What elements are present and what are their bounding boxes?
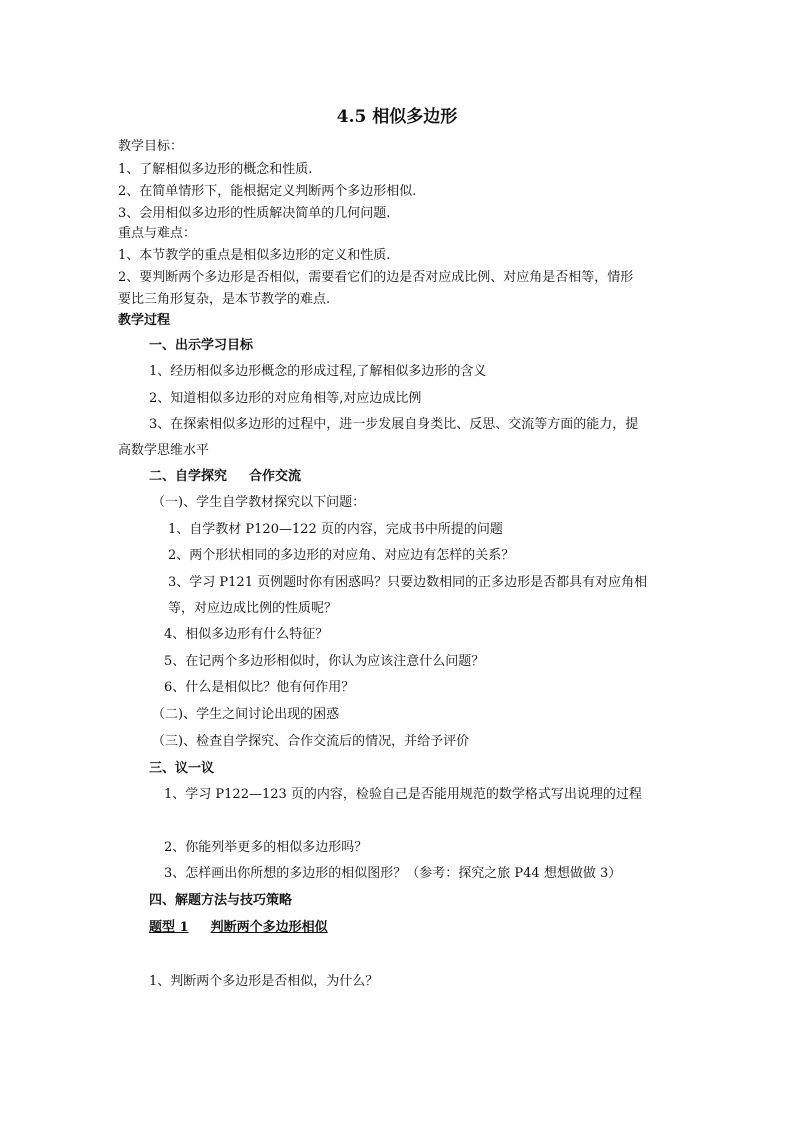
subsection-1-heading: （一)、学生自学教材探究以下问题： <box>152 495 366 510</box>
discuss-item-2: 2、你能列举更多的相似多边形吗？ <box>164 840 368 855</box>
objectives-heading: 教学目标： <box>118 139 184 154</box>
key-point-item-2-cont: 要比三角形复杂，是本节教学的难点. <box>118 292 331 307</box>
section-2-heading <box>149 469 301 485</box>
discuss-item-3: 3、怎样画出你所想的多边形的相似图形？（参考：探究之旅 P44 想想做做 3） <box>164 866 622 881</box>
page-title: 4.5 相似多边形 <box>336 107 458 127</box>
key-points-heading: 重点与难点： <box>118 226 197 241</box>
problem-type-title: 判断两个多边形相似 <box>210 920 328 935</box>
process-heading: 教学过程 <box>118 313 171 328</box>
section-2-heading-b: 合作交流 <box>249 469 302 484</box>
question-4: 4、相似多边形有什么特征？ <box>164 627 329 642</box>
subsection-3-heading: （三)、检查自学探究、合作交流后的情况，并给予评价 <box>152 734 470 749</box>
objective-item-3: 3、会用相似多边形的性质解决简单的几何问题. <box>118 206 391 221</box>
problem-type-label: 题型 1 <box>149 920 189 935</box>
section-4-heading: 四、解题方法与技巧策略 <box>149 893 293 908</box>
goal-item-3: 3、在探索相似多边形的过程中，进一步发展自身类比、反思、交流等方面的能力，提 <box>149 417 639 432</box>
question-3-cont: 等，对应边成比例的性质呢？ <box>168 601 338 616</box>
section-1-heading: 一、出示学习目标 <box>149 338 254 353</box>
objective-item-1: 1、了解相似多边形的概念和性质. <box>118 162 313 177</box>
subsection-2-heading: （二)、学生之间讨论出现的困惑 <box>152 707 340 722</box>
question-2: 2、两个形状相同的多边形的对应角、对应边有怎样的关系？ <box>168 548 515 563</box>
problem-type-heading <box>149 920 328 936</box>
key-point-item-1: 1、本节教学的重点是相似多边形的定义和性质. <box>118 248 391 263</box>
section-2-heading-a: 二、自学探究 <box>149 469 228 484</box>
goal-item-2: 2、知道相似多边形的对应角相等,对应边成比例 <box>149 391 422 406</box>
question-3: 3、学习 P121 页例题时你有困惑吗？只要边数相同的正多边形是否都具有对应角相 <box>168 575 648 590</box>
question-5: 5、在记两个多边形相似时，你认为应该注意什么问题？ <box>164 654 485 669</box>
section-3-heading: 三、议一议 <box>149 761 215 776</box>
problem-question-1: 1、判断两个多边形是否相似，为什么？ <box>149 974 379 989</box>
goal-item-1: 1、经历相似多边形概念的形成过程,了解相似多边形的含义 <box>149 364 487 379</box>
question-6: 6、什么是相似比？他有何作用？ <box>164 680 355 695</box>
discuss-item-1: 1、学习 P122—123 页的内容，检验自己是否能用规范的数学格式写出说理的过程 <box>164 787 642 802</box>
question-1: 1、自学教材 P120—122 页的内容，完成书中所提的问题 <box>168 522 503 537</box>
key-point-item-2: 2、要判断两个多边形是否相似，需要看它们的边是否对应成比例、对应角是否相等，情形 <box>118 270 634 285</box>
goal-item-3-cont: 高数学思维水平 <box>118 443 210 458</box>
objective-item-2: 2、在简单情形下，能根据定义判断两个多边形相似. <box>118 184 417 199</box>
